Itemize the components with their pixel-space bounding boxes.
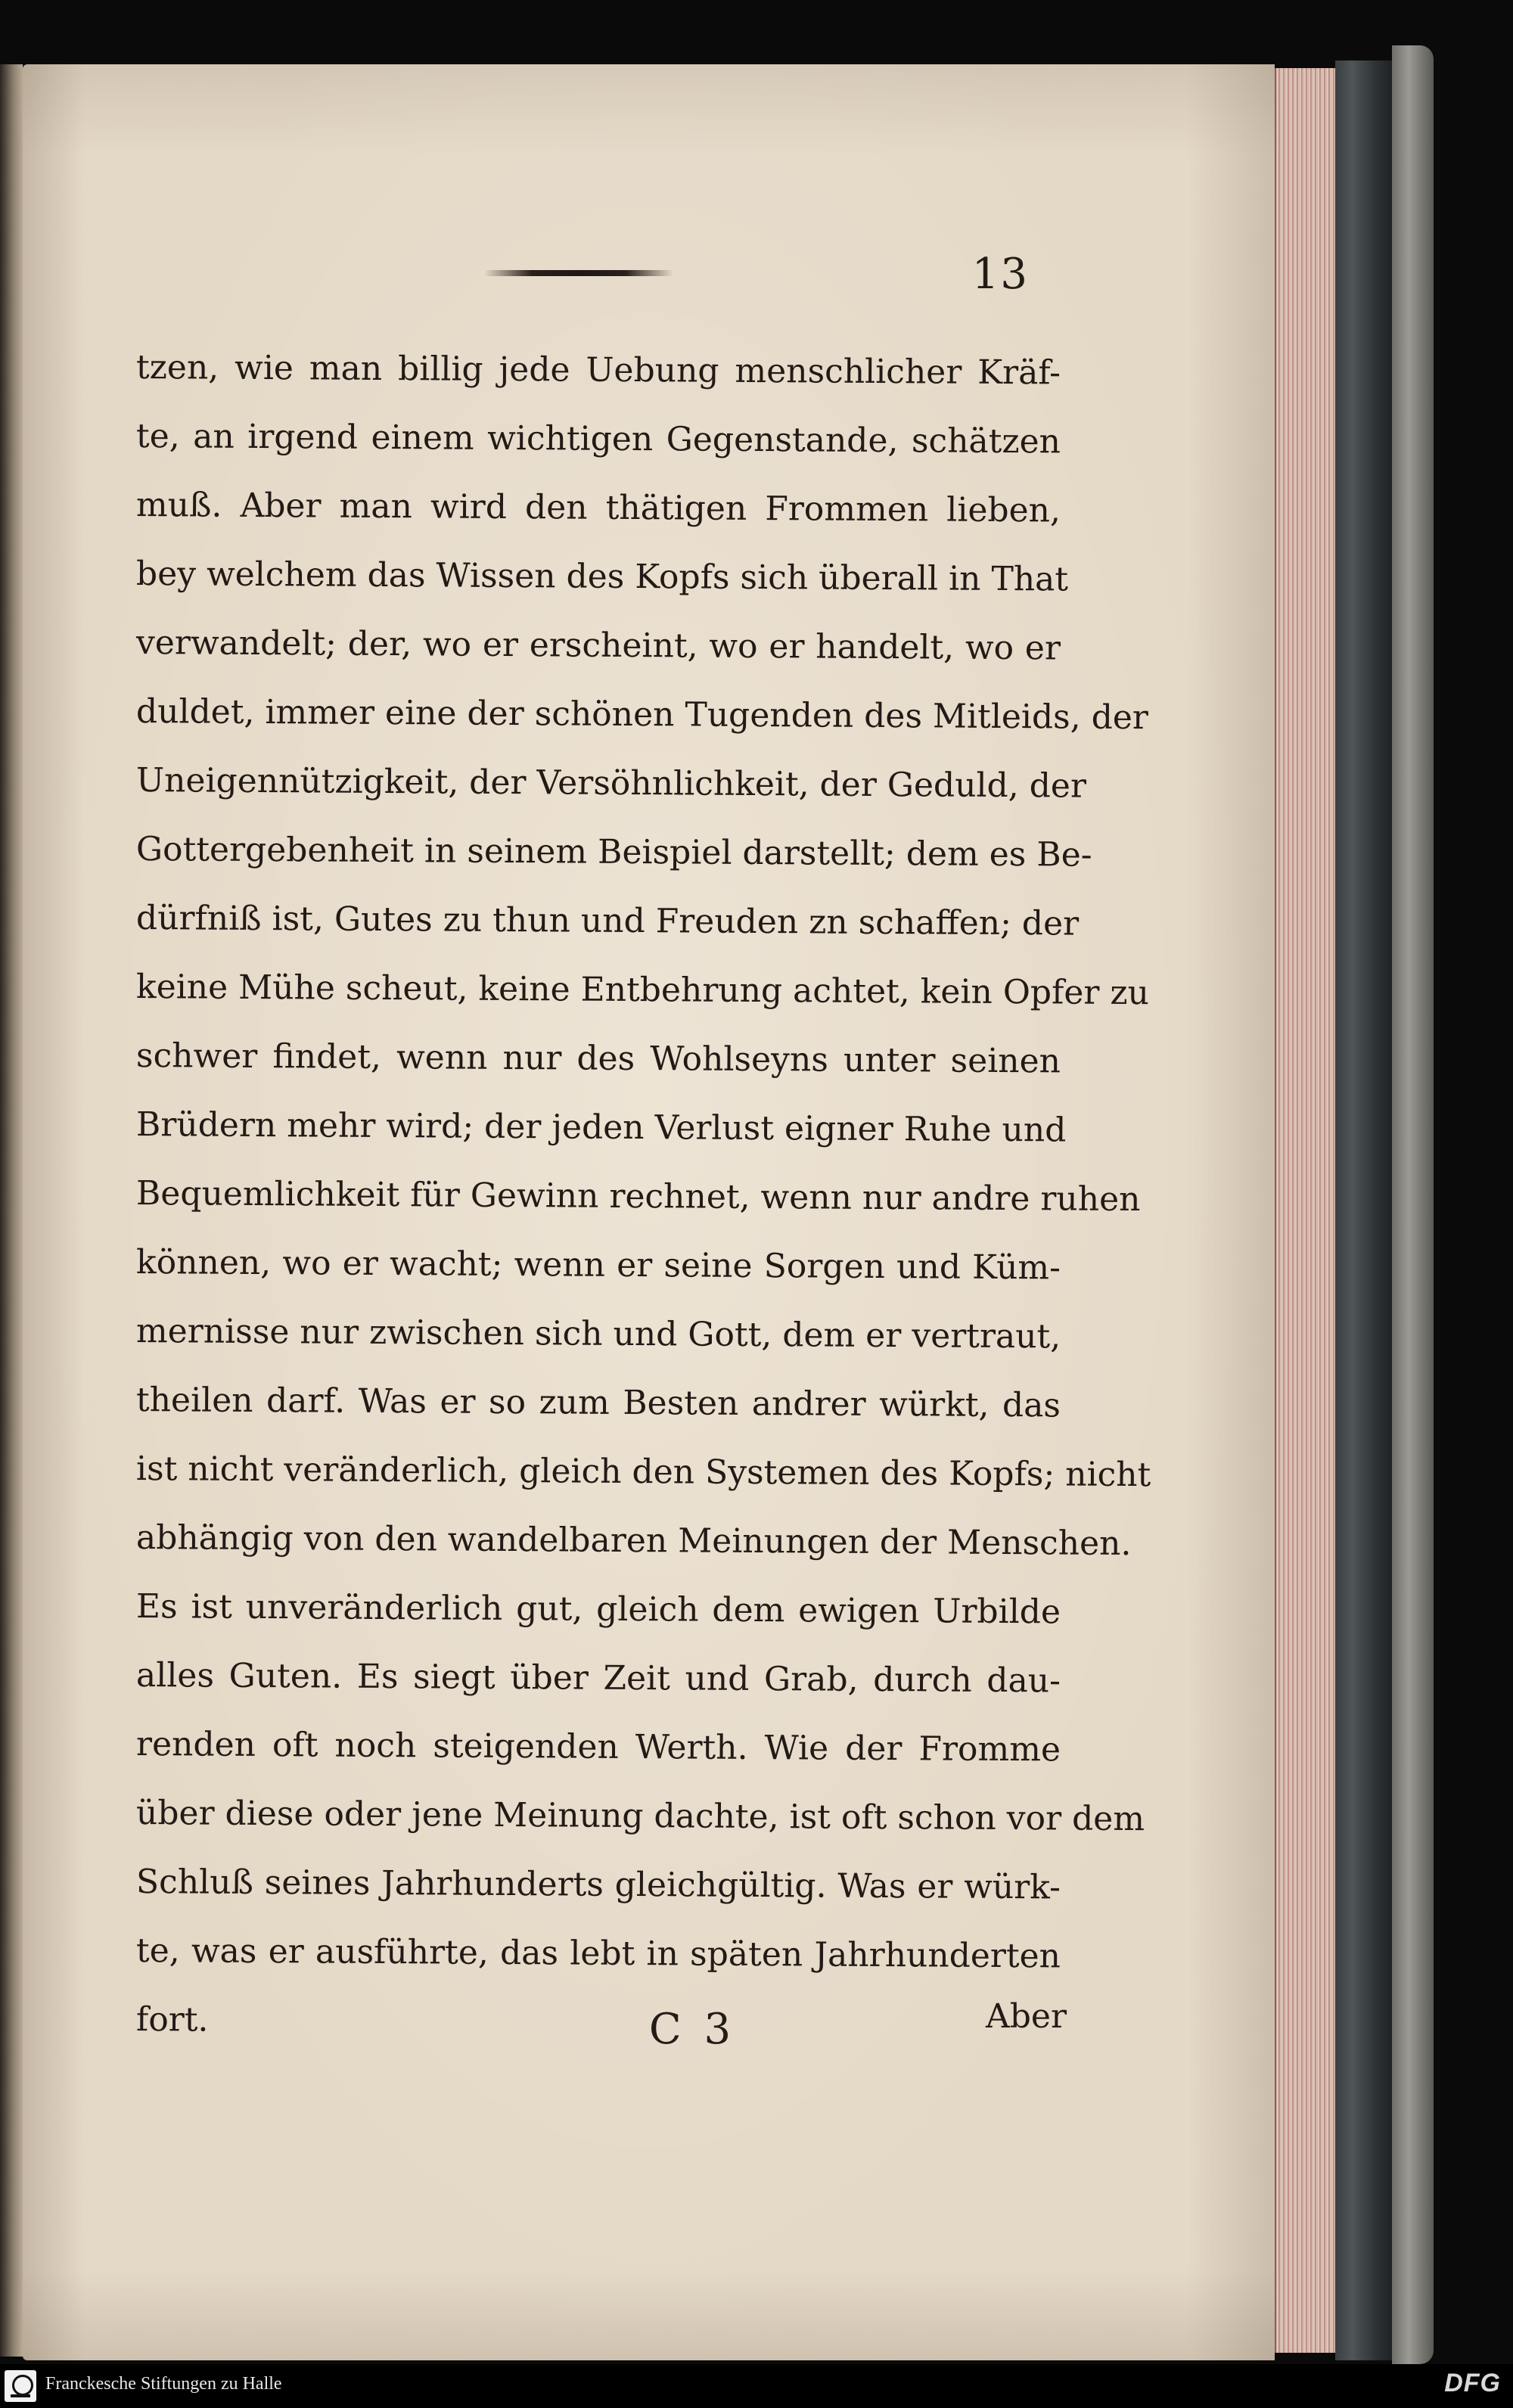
text-line: theilen darf. Was er so zum Besten andrer würkt, das (135, 1381, 1061, 1425)
page-number: 13 (971, 250, 1029, 299)
text-line: duldet, immer eine der schönen Tugenden des Mitleids, der (135, 692, 1149, 738)
text-line: Brüdern mehr wird; der jeden Verlust eigner Ruhe und (135, 1105, 1067, 1150)
text-line: te, an irgend einem wichtigen Gegenstande, schätzen (135, 417, 1061, 461)
text-line: muß. Aber man wird den thätigen Frommen lieben, (135, 486, 1061, 530)
text-line: keine Mühe scheut, keine Entbehrung achtet, kein Opfer zu (135, 968, 1150, 1013)
text-line: über diese oder jene Meinung dachte, ist oft schon vor dem (135, 1794, 1145, 1839)
text-line: alles Guten. Es siegt über Zeit und Grab, durch dau- (135, 1656, 1061, 1701)
text-line: bey welchem das Wissen des Kopfs sich überall in That (135, 555, 1069, 599)
text-line: verwandelt; der, wo er erscheint, wo er handelt, wo er (135, 623, 1061, 668)
text-line: mernisse nur zwischen sich und Gott, dem er vertraut, (135, 1312, 1061, 1356)
left-page-edge (0, 64, 23, 2357)
catchword: Aber (985, 1997, 1067, 2036)
body-text (135, 333, 1151, 2054)
text-line: te, was er ausführte, das lebt in späten Jahrhunderten (135, 1931, 1061, 1976)
text-line: Es ist unveränderlich gut, gleich dem ewigen Urbilde (135, 1587, 1061, 1632)
text-line: schwer findet, wenn nur des Wohlseyns unter seinen (135, 1036, 1061, 1081)
signature-mark: C 3 (648, 2005, 736, 2054)
text-line: Bequemlichkeit für Gewinn rechnet, wenn nur andre ruhen (135, 1174, 1141, 1220)
text-line: können, wo er wacht; wenn er seine Sorgen und Küm- (135, 1243, 1061, 1288)
text-line: tzen, wie man billig jede Uebung menschlicher Kräf- (135, 348, 1061, 393)
page-block-edges (1275, 68, 1337, 2353)
text-line: abhängig von den wandelbaren Meinungen der Menschen. (135, 1518, 1132, 1564)
text-line: Gottergebenheit in seinem Beispiel darstellt; dem es Be- (135, 830, 1092, 875)
text-line: ist nicht veränderlich, gleich den Systemen des Kopfs; nicht (135, 1449, 1151, 1495)
text-line: Uneigennützigkeit, der Versöhnlichkeit, der Geduld, der (135, 761, 1087, 806)
institution-name: Franckesche Stiftungen zu Halle (45, 2374, 282, 2394)
text-line: renden oft noch steigenden Werth. Wie der Fromme (135, 1725, 1061, 1769)
text-line: dürfniß ist, Gutes zu thun und Freuden zn schaffen; der (135, 899, 1080, 943)
funder-logo: DFG (1444, 2369, 1501, 2397)
header-rule (484, 270, 673, 276)
text-line: Schluß seines Jahrhunderts gleichgültig. Was er würk- (135, 1863, 1061, 1907)
institution-seal-icon (5, 2370, 36, 2402)
text-line: fort. (135, 2000, 209, 2040)
book-cover-spine (1392, 45, 1434, 2364)
book-cover-board (1335, 61, 1392, 2360)
